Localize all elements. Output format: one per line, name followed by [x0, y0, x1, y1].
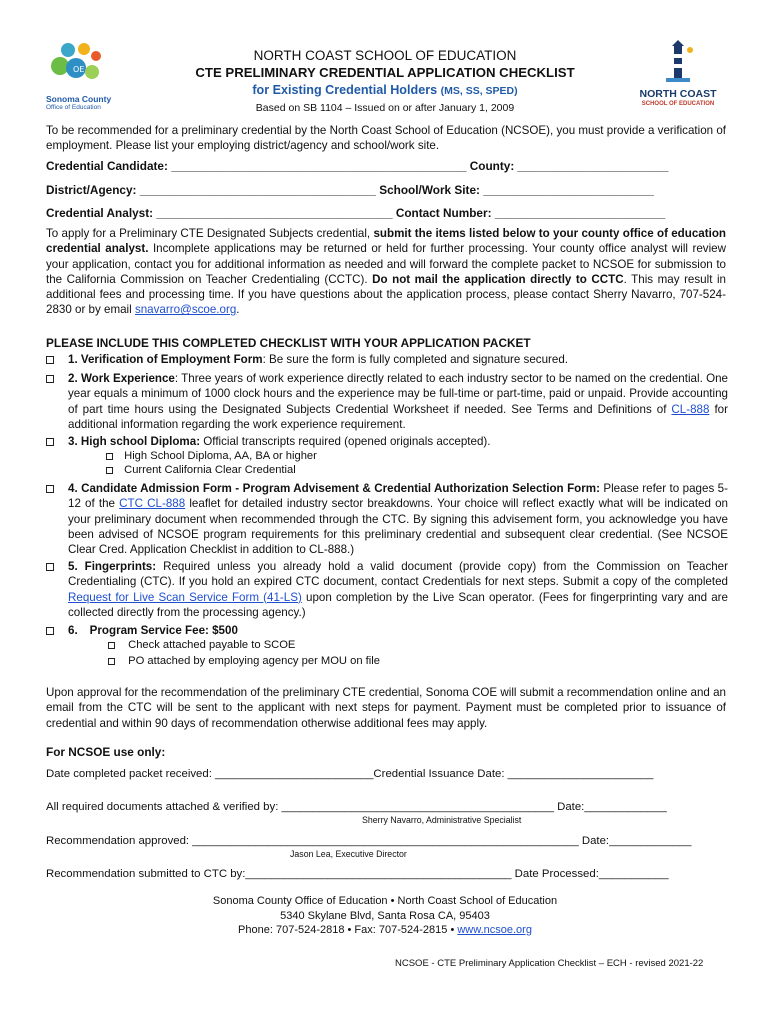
- checkbox-item-6[interactable]: [46, 627, 54, 635]
- item-2-tail: for additional information regarding the work experience requirement.: [68, 402, 728, 431]
- item-4-text: Please refer to pages 5-12 of the: [68, 482, 728, 511]
- jason-lea-signature-label: Jason Lea, Executive Director: [290, 849, 407, 859]
- item-3-sub-2: [106, 464, 296, 476]
- north-coast-logo-subtext: SCHOOL OF EDUCATION: [641, 101, 715, 107]
- item-5-text: Required unless you already hold a valid document (provide copy) from the Commission on Teacher Credentialing (CTC). If you hold an expired CTC document, contact Credentials for next steps. Submit a copy of the completed: [68, 560, 728, 589]
- subtitle-tags: (MS, SS, SPED): [440, 85, 518, 97]
- item-3-text: Official transcripts required (opened originals accepted).: [200, 435, 491, 448]
- intro-paragraph: To be recommended for a preliminary credential by the North Coast School of Education (NCSOE), you must provide a verification of employment. Please list your employing district/agency and school/work site.: [46, 124, 726, 153]
- item-3-sub-1-label: High School Diploma, AA, BA or higher: [124, 450, 317, 462]
- ctc-cl888-link[interactable]: CTC CL-888: [119, 497, 186, 511]
- north-coast-logo: [632, 40, 724, 106]
- packet-received-line: Date completed packet received: _________________________Credential Issuance Date: _______________________: [46, 768, 654, 780]
- item-6-sub-2-label: PO attached by employing agency per MOU on file: [128, 655, 380, 667]
- item-4-tail: leaflet for detailed industry sector breakdowns. Your choice will reflect exactly what will be indicated on your preliminary document when recommended through the CTC. By signing this advisement form, you acknowledge you have been advised of NCSOE program requirements for this preliminary credential and subsequent clear credential. (See NCSOE Clear Cred. Application Checklist in addition to CL-888.): [68, 497, 728, 557]
- live-scan-form-link[interactable]: Request for Live Scan Service Form (41-LS): [68, 590, 302, 604]
- instructions-text-4: .: [236, 303, 240, 317]
- item-2-text: : Three years of work experience directly related to each industry sector to be named on the credential. One year equals a minimum of 1000 clock hours and the experience may be full-time or part-time, paid or unpaid. Provide accounting of part time hours using the Designated Subjects Credential Worksheet if needed. See Terms and Definitions of: [68, 372, 728, 416]
- sonoma-county-logo: [46, 40, 120, 111]
- sonoma-logo-subtext: Office of Education: [46, 104, 101, 111]
- submitted-to-ctc-line: Recommendation submitted to CTC by:__________________________________________ Date Processed:___________: [46, 868, 669, 880]
- checkbox-item-3[interactable]: [46, 438, 54, 446]
- lighthouse-icon: [658, 40, 698, 84]
- ncsoe-use-heading: For NCSOE use only:: [46, 745, 166, 759]
- checkbox-hs-diploma[interactable]: [106, 453, 113, 460]
- subtitle-main: for Existing Credential Holders: [252, 83, 438, 97]
- footer-contact: [100, 924, 670, 936]
- item-5-title: 5. Fingerprints:: [68, 560, 157, 573]
- revision-note: NCSOE - CTE Preliminary Application Checklist – ECH - revised 2021-22: [395, 958, 704, 969]
- item-1-text: : Be sure the form is fully completed and signature secured.: [262, 353, 569, 366]
- footer-address: 5340 Skylane Blvd, Santa Rosa CA, 95403: [280, 910, 490, 922]
- instructions-bold-2: Do not mail the application directly to CCTC: [372, 272, 624, 286]
- north-coast-logo-text: NORTH COAST: [639, 88, 717, 100]
- checkbox-item-2[interactable]: [46, 375, 54, 383]
- checkbox-clear-credential[interactable]: [106, 467, 113, 474]
- instructions-bold-1: submit the items listed below to your county office of education credential analyst.: [46, 227, 726, 256]
- credential-analyst-field: Credential Analyst: ____________________________________ Contact Number: __________________________: [46, 206, 666, 220]
- district-agency-field: District/Agency: ____________________________________ School/Work Site: __________________________: [46, 183, 654, 197]
- item-6-number: 6.: [68, 624, 78, 637]
- instructions-text-1: To apply for a Preliminary CTE Designated Subjects credential,: [46, 227, 374, 240]
- website-link[interactable]: www.ncsoe.org: [457, 924, 532, 936]
- footer-line-1: Sonoma County Office of Education • North Coast School of Education: [212, 895, 558, 907]
- instructions-text-2: Incomplete applications may be returned or held for further processing. Your county office analyst will review your application, contact you for additional information as needed and will forward the complete packet to NCSOE for submission to the California Commission on Teacher Credentialing (CCTC).: [46, 242, 727, 286]
- page-title: CTE PRELIMINARY CREDENTIAL APPLICATION CHECKLIST: [195, 65, 575, 80]
- cl888-link[interactable]: CL-888: [671, 402, 710, 416]
- item-6-sub-1-label: Check attached payable to SCOE: [128, 639, 296, 651]
- instructions-paragraph: [46, 226, 726, 318]
- checklist-heading: PLEASE INCLUDE THIS COMPLETED CHECKLIST WITH YOUR APPLICATION PACKET: [46, 336, 531, 350]
- checkbox-item-4[interactable]: [46, 485, 54, 493]
- org-line: NORTH COAST SCHOOL OF EDUCATION: [253, 48, 517, 63]
- item-3-sub-1: [106, 450, 317, 462]
- sonoma-logo-text: Sonoma County: [46, 94, 112, 104]
- item-6-sub-1: [108, 639, 295, 651]
- item-5-tail: upon completion by the Live Scan operator. (Fees for fingerprinting vary and are collected directly from the processing agency.): [68, 590, 728, 619]
- item-1-title: 1. Verification of Employment Form: [68, 353, 263, 366]
- item-3-sub-2-label: Current California Clear Credential: [124, 464, 296, 476]
- sonoma-logo-icon: [46, 40, 120, 90]
- based-on-line: Based on SB 1104 – Issued on or after January 1, 2009: [255, 102, 515, 114]
- credential-candidate-field: Credential Candidate: _____________________________________________ County: _______________________: [46, 159, 669, 173]
- sherry-navarro-signature-label: Sherry Navarro, Administrative Specialist: [362, 815, 522, 825]
- page-subtitle: [150, 83, 620, 97]
- recommendation-approved-line: Recommendation approved: _____________________________________________________________ Date:_____________: [46, 835, 692, 847]
- item-3-title: 3. High school Diploma:: [68, 435, 201, 448]
- footer-phone-fax: Phone: 707-524-2818 • Fax: 707-524-2815 •: [238, 924, 458, 936]
- item-4-title: 4. Candidate Admission Form - Program Advisement & Credential Authorization Selection Form:: [68, 482, 600, 495]
- checkbox-po-attached[interactable]: [108, 658, 115, 665]
- checkbox-check-attached[interactable]: [108, 642, 115, 649]
- documents-verified-line: All required documents attached & verified by: ___________________________________________ Date:_____________: [46, 801, 667, 813]
- svg-text:OE: OE: [73, 65, 85, 74]
- approval-paragraph: Upon approval for the recommendation of the preliminary CTE credential, Sonoma COE will submit a recommendation online and an email from the CTC will be sent to the applicant with next steps for payment. Payment must be completed prior to issuance of credential and within 90 days of recommendation otherwise additional fees may apply.: [46, 686, 726, 730]
- item-6-title: Program Service Fee: $500: [89, 624, 238, 637]
- item-2-title: 2. Work Experience: [68, 372, 175, 385]
- checkbox-item-5[interactable]: [46, 563, 54, 571]
- item-6-sub-2: [108, 655, 380, 667]
- instructions-text-3: . This may result in additional fees and processing time. If you have questions about the application process, please contact Sherry Navarro, 707-524-2830 or by email: [46, 272, 726, 317]
- checkbox-item-1[interactable]: [46, 356, 54, 364]
- email-link[interactable]: snavarro@scoe.org: [134, 303, 237, 317]
